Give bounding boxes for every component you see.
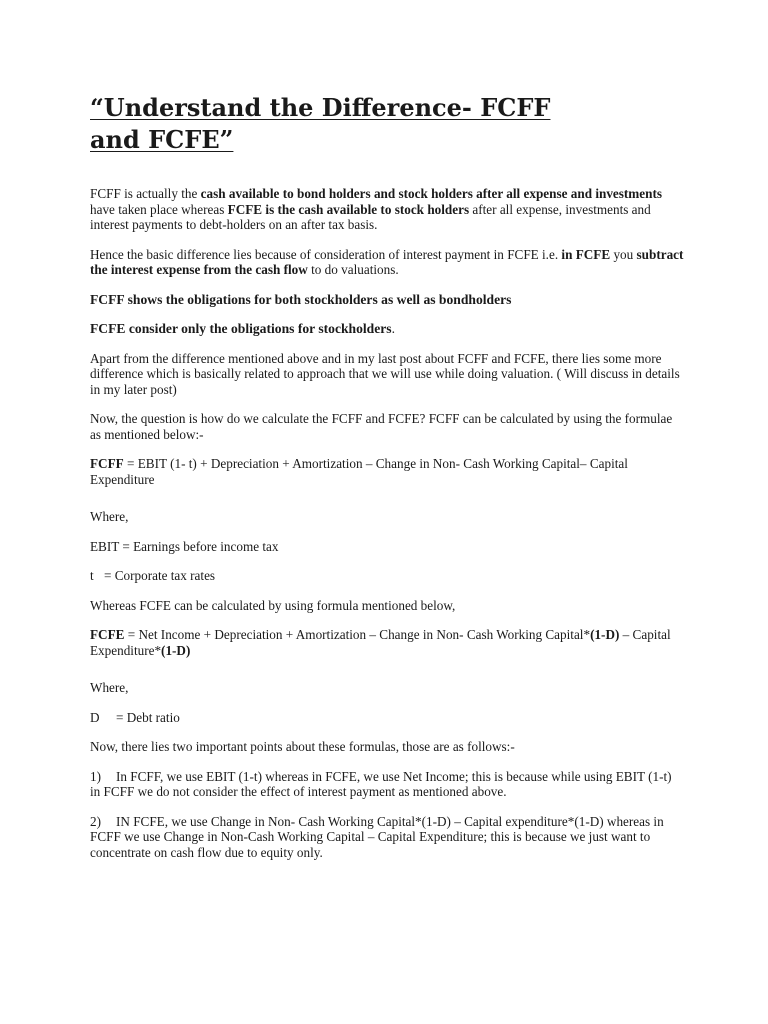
symbol-t: t: [90, 568, 94, 583]
fcfe-formula: [90, 627, 685, 658]
bold-run: subtract the interest expense from the cash flow: [90, 246, 684, 277]
definition-text: = Debt ratio: [116, 709, 180, 725]
text-run: after all expense, investments and interest payments to debt-holders on an after tax basis.: [90, 201, 651, 232]
document-body: [90, 186, 685, 860]
paragraph-fcfe-intro: Whereas FCFE can be calculated by using formula mentioned below,: [90, 597, 456, 613]
list-item-point-1: [90, 769, 685, 800]
paragraph-approach: Apart from the difference mentioned above and in my last post about FCFF and FCFE, there lies some more difference which is basically related to approach that we will use while doing valuation. ( Will discuss in details in my later post): [90, 350, 680, 397]
title-line-2: and FCFE”: [90, 125, 234, 154]
paragraph-basic-difference: [90, 247, 685, 278]
bold-run: cash available to bond holders and stock holders after all expense and investments: [200, 186, 662, 201]
bold-run: (1-D): [161, 642, 191, 658]
formula-label: FCFF: [90, 456, 124, 471]
text-run: Hence the basic difference lies because of consideration of interest payment in FCFE i.e.: [90, 246, 562, 262]
document-title: [90, 92, 560, 156]
bold-run: in FCFE: [561, 246, 611, 262]
where-label-2: Where,: [90, 680, 129, 695]
paragraph-fcff-obligations: [90, 292, 685, 308]
paragraph-calculation-question: Now, the question is how do we calculate the FCFF and FCFE? FCFF can be calculated by using the formulae as mentioned below:-: [90, 411, 673, 442]
bold-run: FCFF shows the obligations for both stockholders as well as bondholders: [90, 291, 512, 307]
list-number: 2): [90, 813, 101, 829]
title-line-1: “Understand the Difference- FCFF: [90, 93, 551, 122]
formula-text: = Net Income + Depreciation + Amortization – Change in Non- Cash Working Capital*: [124, 627, 591, 642]
list-text: In FCFF, we use EBIT (1-t) whereas in FCFE, we use Net Income; this is because while using EBIT (1-t) in FCFF we do not consider the effect of interest payment as mentioned above.: [90, 768, 672, 799]
bold-run: (1-D): [590, 627, 620, 642]
where-label-1: Where,: [90, 509, 129, 524]
formula-text: – Capital Expenditure*: [90, 627, 671, 658]
paragraph-fcff-definition: [90, 186, 685, 233]
list-text: IN FCFE, we use Change in Non- Cash Working Capital*(1-D) – Capital expenditure*(1-D) whereas in FCFF we use Change in Non-Cash Working Capital – Capital Expenditure; this is because we just want to concentrate on cash flow due to equity only.: [90, 813, 664, 860]
formula-text: = EBIT (1- t) + Depreciation + Amortization – Change in Non- Cash Working Capital– Capital Expenditure: [90, 456, 628, 487]
fcff-formula: [90, 456, 685, 487]
list-item-point-2: [90, 814, 685, 861]
paragraph-two-points: Now, there lies two important points about these formulas, those are as follows:-: [90, 739, 515, 754]
formula-label: FCFE: [90, 627, 125, 642]
ebit-definition: EBIT = Earnings before income tax: [90, 538, 279, 554]
paragraph-fcfe-obligations: [90, 321, 685, 337]
document-page: [90, 92, 685, 874]
text-run: have taken place whereas: [90, 201, 228, 217]
text-run: to do valuations.: [307, 262, 399, 277]
bold-run: FCFE is the cash available to stock holders: [227, 201, 470, 217]
text-run: you: [610, 246, 637, 262]
list-number: 1): [90, 768, 101, 784]
definition-text: = Corporate tax rates: [104, 568, 216, 583]
debt-ratio-definition: [90, 710, 685, 726]
symbol-d: D: [90, 709, 100, 725]
text-run: .: [391, 321, 396, 336]
bold-run: FCFE consider only the obligations for stockholders: [90, 321, 392, 336]
text-run: FCFF is actually the: [90, 186, 201, 201]
tax-definition: [90, 568, 685, 584]
